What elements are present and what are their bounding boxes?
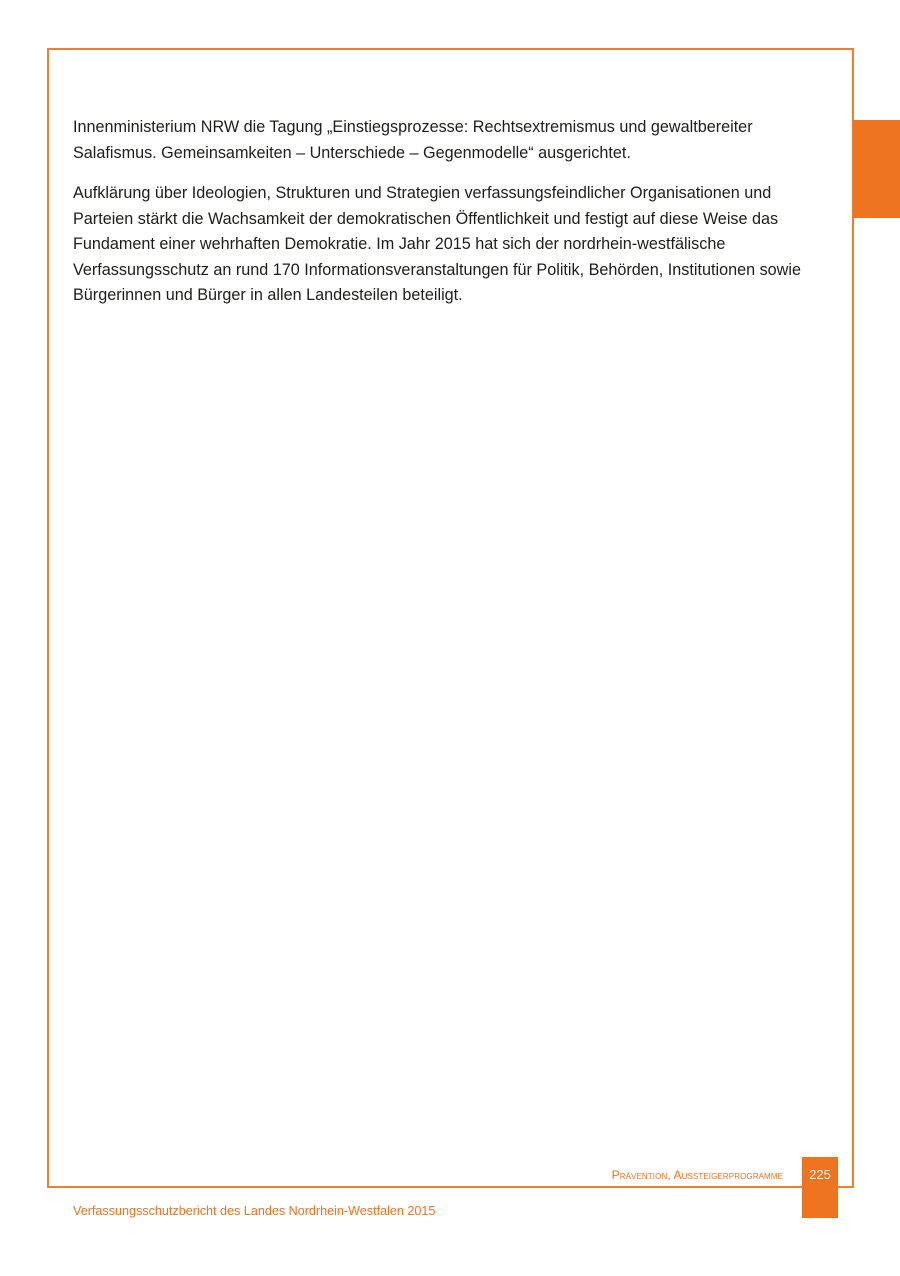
body-paragraph-1: Innenministerium NRW die Tagung „Einstiegsprozesse: Rechtsextremismus und gewaltbereiter Salafismus. Gemeinsamkeiten – Unterschiede – Gegenmodelle“ ausgerichtet.: [73, 118, 753, 162]
page-number-box: [802, 1157, 838, 1218]
main-text: [73, 115, 813, 324]
chapter-side-tab: [853, 120, 900, 218]
page-number: 225: [809, 1167, 831, 1182]
body-paragraph-2: Aufklärung über Ideologien, Strukturen und Strategien verfassungsfeindlicher Organisationen und Parteien stärkt die Wachsamkeit der demokratischen Öffentlichkeit und festigt auf diese Weise das Fundament einer wehrhaften Demokratie. Im Jahr 2015 hat sich der nordrhein-westfälische Verfassungsschutz an rund 170 Informationsveranstaltungen für Politik, Behörden, Institutionen sowie Bürgerinnen und Bürger in allen Landesteilen beteiligt.: [73, 184, 801, 304]
section-title-footer: Prävention, Aussteigerprogramme: [611, 1168, 783, 1182]
publication-title: Verfassungsschutzbericht des Landes Nordrhein-Westfalen 2015: [73, 1204, 436, 1218]
